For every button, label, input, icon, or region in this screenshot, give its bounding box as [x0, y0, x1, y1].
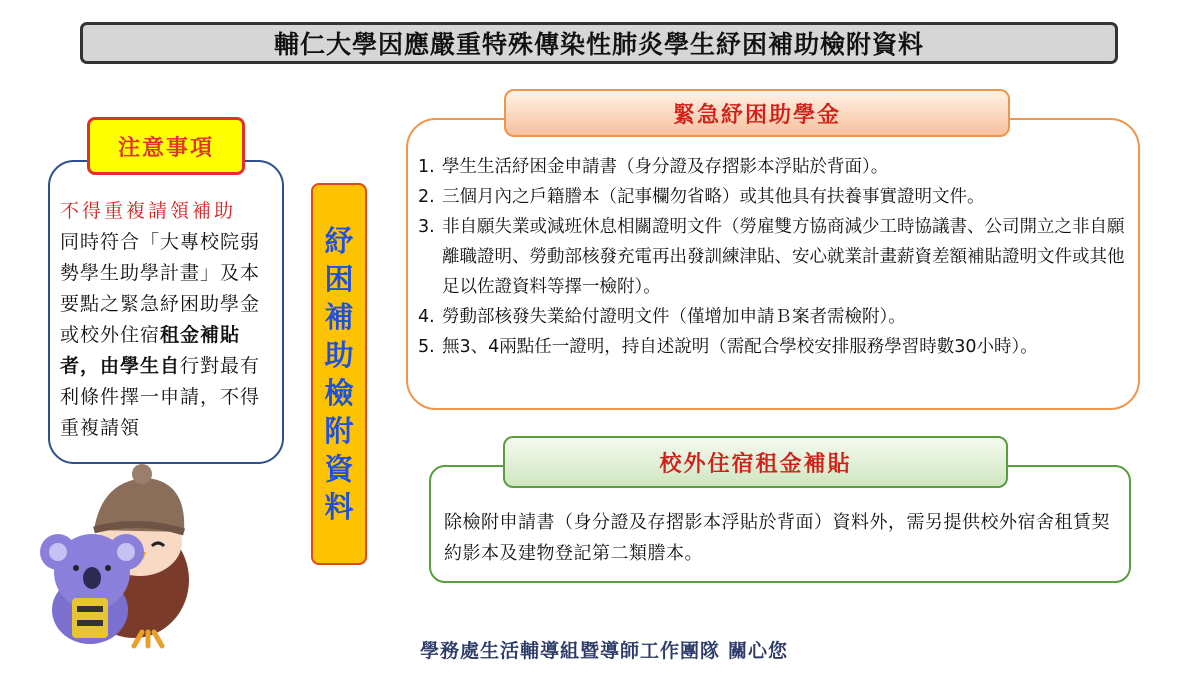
item-number: 3.	[418, 217, 435, 237]
vertical-char: 紓	[324, 224, 354, 258]
koala-eye-shape	[105, 565, 111, 571]
footer	[0, 636, 1200, 663]
item-number: 1.	[418, 157, 435, 177]
item-text: 無3、4兩點任一證明，持自述說明（需配合學校安排服務學習時數30小時）。	[442, 337, 1038, 357]
footer-care: 關心您	[728, 640, 789, 662]
list-item	[418, 152, 1130, 182]
vertical-char: 補	[324, 300, 354, 334]
notice-text	[60, 196, 276, 444]
item-number: 2.	[418, 187, 435, 207]
hat-pompom-shape	[132, 464, 152, 484]
notice-body-2: 行對最有利條件擇一申請，不得重複請領	[60, 355, 261, 439]
footer-team: 學務處生活輔導組暨導師工作團隊	[419, 640, 720, 662]
koala-nose-shape	[83, 567, 101, 589]
list-item	[418, 182, 1130, 212]
vertical-char: 困	[324, 262, 354, 296]
vertical-char: 附	[324, 414, 354, 448]
bag-shape	[72, 598, 108, 638]
offcampus-header: 校外住宿租金補貼	[503, 436, 1008, 488]
list-item	[418, 332, 1130, 362]
vertical-char: 助	[324, 338, 354, 372]
list-item	[418, 302, 1130, 332]
koala-eye-shape	[73, 565, 79, 571]
item-number: 5.	[418, 337, 435, 357]
item-text: 勞動部核發失業給付證明文件（僅增加申請Ｂ案者需檢附）。	[442, 307, 906, 327]
list-item	[418, 212, 1130, 302]
koala-ear-inner-shape	[49, 543, 67, 561]
vertical-char: 料	[324, 490, 354, 524]
bag-stripe-shape	[77, 606, 103, 612]
page-title: 輔仁大學因應嚴重特殊傳染性肺炎學生紓困補助檢附資料	[80, 22, 1118, 64]
item-number: 4.	[418, 307, 435, 327]
item-text: 三個月內之戶籍謄本（記事欄勿省略）或其他具有扶養事實證明文件。	[442, 187, 985, 207]
mascot-illustration	[22, 460, 202, 650]
item-text: 非自願失業或減班休息相關證明文件（勞雇雙方協商減少工時協議書、公司開立之非自願離職證明、勞動部核發充電再出發訓練津貼、安心就業計畫薪資差額補貼證明文件或其他足以佐證資料等擇一檢附）。	[442, 217, 1125, 297]
item-text: 學生生活紓困金申請書（身分證及存摺影本浮貼於背面）。	[442, 157, 889, 177]
vertical-char: 資	[324, 452, 354, 486]
bag-stripe-shape	[77, 620, 103, 626]
notice-header: 注意事項	[87, 117, 245, 175]
vertical-label	[311, 183, 367, 565]
koala-ear-inner-shape	[117, 543, 135, 561]
notice-body-1: 同時符合「大專校院弱勢學生助學計畫」及本要點之緊急紓困助學金或校外住宿	[60, 231, 261, 346]
offcampus-text: 除檢附申請書（身分證及存摺影本浮貼於背面）資料外，需另提供校外宿舍租賃契約影本及建物登記第二類謄本。	[444, 512, 1110, 564]
notice-warning: 不得重複請領補助	[60, 200, 237, 222]
emergency-list	[418, 152, 1130, 362]
emergency-header: 緊急紓困助學金	[504, 89, 1010, 137]
notice-body-bold: 租金補貼者，由學生自	[60, 324, 241, 377]
vertical-char: 檢	[324, 376, 354, 410]
